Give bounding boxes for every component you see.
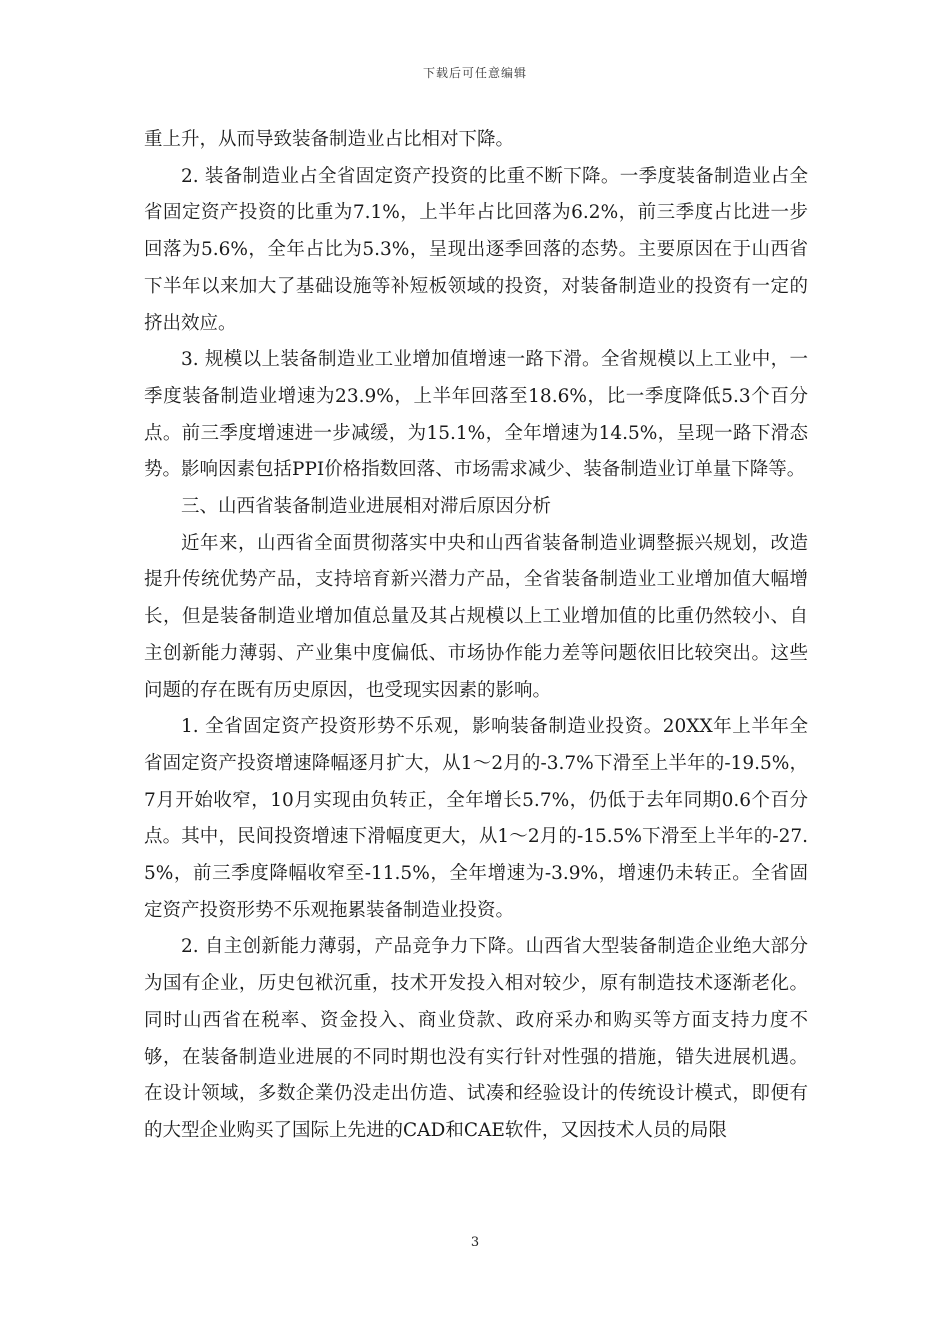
page-number: 3 — [470, 1235, 480, 1250]
section-heading-3: 三、山西省装备制造业进展相对滞后原因分析 — [181, 496, 552, 518]
paragraph-reason-1-investment: 1. 全省固定资产投资形势不乐观，影响装备制造业投资。20XX年上半年全省固定资产投资增速降幅逐月扩大，从1～2月的-3.7%下滑至上半年的-19.5%，7月开始收窄，10月实现由负转正，全年增长5.7%，仍低于去年同期0.6个百分点。其中，民间投资增速下滑幅度更大，从1～2月的-15.5%下滑至上半年的-27.5%，前三季度降幅收窄至-11.5%，全年增速为-3.9%，增速仍未转正。全省固定资产投资形势不乐观拖累装备制造业投资。 — [144, 716, 808, 921]
paragraph-section-intro: 近年来，山西省全面贯彻落实中央和山西省装备制造业调整振兴规划，改造提升传统优势产品，支持培育新兴潜力产品，全省装备制造业工业增加值大幅增长，但是装备制造业增加值总量及其占规模以上工业增加值的比重仍然较小、自主创新能力薄弱、产业集中度偏低、市场协作能力差等问题依旧比较突出。这些问题的存在既有历史原因，也受现实因素的影响。 — [144, 532, 808, 701]
paragraph-reason-2-innovation: 2. 自主创新能力薄弱，产品竞争力下降。山西省大型装备制造企业绝大部分为国有企业，历史包袱沉重，技术开发投入相对较少，原有制造技术逐渐老化。同时山西省在税率、资金投入、商业贷款、政府采办和购买等方面支持力度不够，在装备制造业进展的不同时期也没有实行针对性强的措施，错失进展机遇。在设计领域，多数企業仍没走出仿造、试凑和经验设计的传统设计模式，即便有的大型企业购买了国际上先进的CAD和CAE软件，又因技术人员的局限 — [144, 936, 808, 1141]
paragraph-continuation: 重上升，从而导致装备制造业占比相对下降。 — [144, 129, 515, 150]
document-body — [144, 122, 808, 1150]
paragraph-item-3-value-added-growth: 3. 规模以上装备制造业工业增加值增速一路下滑。全省规模以上工业中，一季度装备制造业增速为23.9%，上半年回落至18.6%，比一季度降低5.3个百分点。前三季度增速进一步减缓，为15.1%，全年增速为14.5%，呈现一路下滑态势。影响因素包括PPI价格指数回落、市场需求减少、装备制造业订单量下降等。 — [144, 349, 808, 481]
paragraph-item-2-investment-share: 2. 装备制造业占全省固定资产投资的比重不断下降。一季度装备制造业占全省固定资产投资的比重为7.1%，上半年占比回落为6.2%，前三季度占比进一步回落为5.6%，全年占比为5.3%，呈现出逐季回落的态势。主要原因在于山西省下半年以来加大了基础设施等补短板领域的投资，对装备制造业的投资有一定的挤出效应。 — [144, 165, 808, 334]
page-header: 下载后可任意编辑 — [422, 66, 527, 80]
